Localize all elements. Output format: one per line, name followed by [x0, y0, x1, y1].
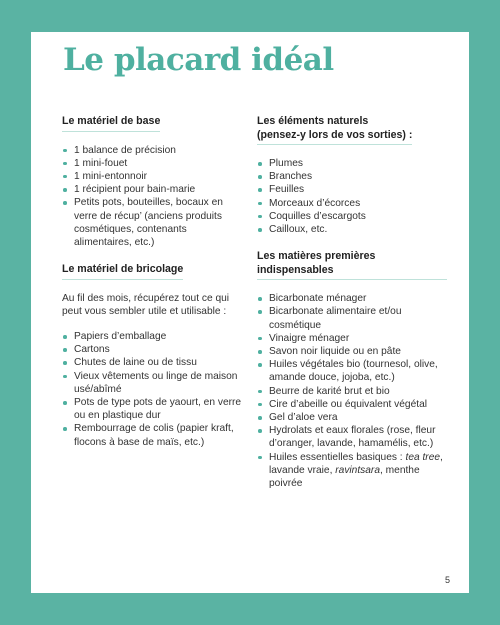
- list-item: Vinaigre ménager: [257, 332, 447, 345]
- list-item: Cire d’abeille ou équivalent végétal: [257, 398, 447, 411]
- list-item: Huiles végétales bio (tournesol, olive, amande douce, jojoba, etc.): [257, 358, 447, 384]
- left-column: [62, 115, 242, 449]
- section-title-line: (pensez-y lors de vos sorties) :: [257, 128, 413, 141]
- list-item: Cailloux, etc.: [257, 223, 447, 236]
- list-item: 1 balance de précision: [62, 144, 242, 157]
- section-title-elements-naturels: [257, 115, 412, 145]
- list-item: Pots de type pots de yaourt, en verre ou en plastique dur: [62, 396, 242, 422]
- list-item: 1 mini-fouet: [62, 157, 242, 170]
- section-title-line: Les éléments naturels: [257, 115, 369, 127]
- list-item-huiles-essentielles: [257, 451, 447, 491]
- list-item: Bicarbonate alimentaire et/ou cosmétique: [257, 305, 447, 331]
- list-item: Petits pots, bouteilles, bocaux en verre de récup’ (anciens produits cosmétiques, contenants alimentaires, etc.): [62, 196, 242, 249]
- item-text: , menthe poivrée: [269, 464, 420, 490]
- page-number: 5: [444, 575, 450, 585]
- section-title-materiel-base: Le matériel de base: [62, 115, 160, 132]
- section-intro: Au fil des mois, récupérez tout ce qui peut vous sembler utile et utilisable :: [62, 292, 230, 317]
- list-item: Hydrolats et eaux florales (rose, fleur d’oranger, lavande, hamamélis, etc.): [257, 424, 447, 450]
- list-item: Branches: [257, 170, 447, 183]
- list-item: Savon noir liquide ou en pâte: [257, 345, 447, 358]
- item-text: Huiles essentielles basiques :: [269, 451, 406, 463]
- section-title-materiel-bricolage: Le matériel de bricolage: [62, 263, 183, 280]
- section-title-matieres-premieres: Les matières premières indispensables: [257, 250, 447, 280]
- list-item: Cartons: [62, 343, 242, 356]
- list-item: Gel d’aloe vera: [257, 411, 447, 424]
- list-item: Feuilles: [257, 183, 447, 196]
- page-title: Le placard idéal: [63, 42, 334, 78]
- list-item: Vieux vêtements ou linge de maison usé/abîmé: [62, 370, 242, 396]
- list-item: Papiers d’emballage: [62, 330, 242, 343]
- item-text: , lavande vraie,: [269, 451, 443, 476]
- list-elements-naturels: [257, 157, 447, 236]
- list-materiel-base: [62, 144, 242, 250]
- list-item: 1 mini-entonnoir: [62, 170, 242, 183]
- list-matieres-premieres: [257, 292, 447, 490]
- list-item: Plumes: [257, 157, 447, 170]
- list-item: Rembourrage de colis (papier kraft, flocons à base de maïs, etc.): [62, 422, 242, 448]
- list-item: Bicarbonate ménager: [257, 292, 447, 305]
- list-item: Beurre de karité brut et bio: [257, 385, 447, 398]
- right-column: [257, 115, 447, 490]
- list-item: Chutes de laine ou de tissu: [62, 356, 242, 369]
- item-text-italic: tea tree: [405, 451, 441, 463]
- item-text-italic: ravintsara: [335, 464, 380, 476]
- list-materiel-bricolage: [62, 330, 242, 449]
- list-item: Coquilles d’escargots: [257, 210, 447, 223]
- page: [31, 32, 469, 593]
- list-item: Morceaux d’écorces: [257, 197, 447, 210]
- list-item: 1 récipient pour bain-marie: [62, 183, 242, 196]
